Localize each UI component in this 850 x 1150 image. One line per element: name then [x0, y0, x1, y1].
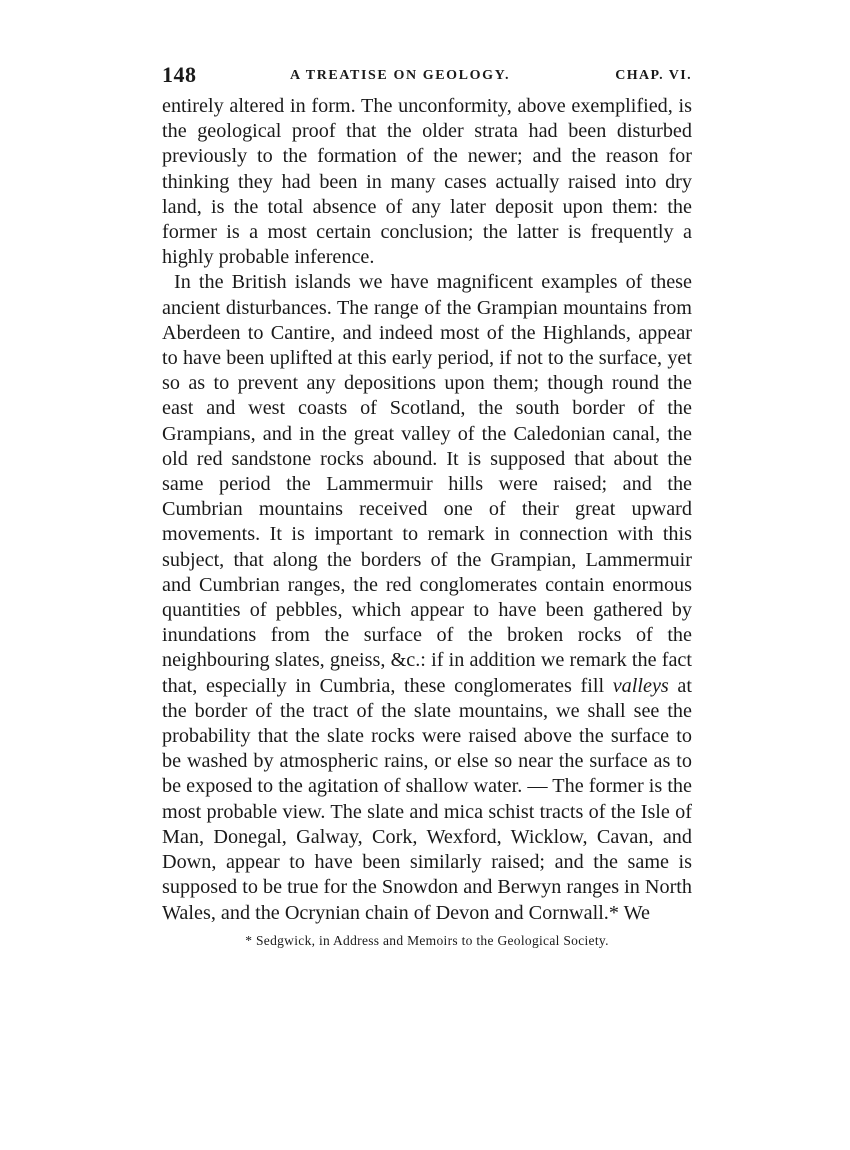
emphasis-valleys: valleys — [612, 674, 669, 697]
running-head — [162, 62, 692, 92]
page-number: 148 — [162, 62, 197, 87]
paragraph-2 — [162, 270, 692, 925]
footnote: * Sedgwick, in Address and Memoirs to the Geological Society. — [245, 932, 609, 948]
body-text — [162, 94, 692, 926]
paragraph-2-text-before: In the British islands we have magnificent examples of these ancient disturbances. The range of the Grampian mountains from Aberdeen to Cantire, and indeed most of the Highlands, appear to have been uplifted at this early period, if not to the surface, yet so as to prevent any depositions upon them; though round the east and west coasts of Scotland, the south border of the Grampians, and in the great valley of the Caledonian canal, the old red sandstone rocks abound. It is supposed that about the same period the Lammermuir hills were raised; and the Cumbrian mountains received one of their great upward movements. It is important to remark in connection with this subject, that along the borders of the Grampian, Lammermuir and Cumbrian ranges, the red conglomerates contain enormous quantities of pebbles, which appear to have been gathered by inundations from the surface of the broken rocks of the neighbouring slates, gneiss, &c.: if in addition we remark the fact that, especially in Cumbria, these conglomerates fill — [162, 271, 692, 697]
paragraph-2-text-after: at the border of the tract of the slate mountains, we shall see the probability that the slate rocks were raised above the surface to be washed by atmospheric rains, or else so near the surface as to be exposed to the agitation of shallow water. — The former is the most probable view. The slate and mica schist tracts of the Isle of Man, Donegal, Galway, Cork, Wexford, Wicklow, Cavan, and Down, appear to have been similarly raised; and the same is supposed to be true for the Snowdon and Berwyn ranges in North Wales, and the Ocrynian chain of Devon and Cornwall.* We — [162, 674, 692, 924]
chapter-label: CHAP. VI. — [615, 68, 692, 83]
running-title: A TREATISE ON GEOLOGY. — [290, 68, 511, 83]
book-page — [162, 62, 692, 950]
paragraph-1: entirely altered in form. The unconformity, above exemplified, is the geological proof that the older strata had been disturbed previously to the formation of the newer; and the reason for thinking they had been in many cases actually raised into dry land, is the total absence of any later deposit upon them: the former is a most certain conclusion; the latter is frequently a highly probable inference. — [162, 95, 692, 269]
